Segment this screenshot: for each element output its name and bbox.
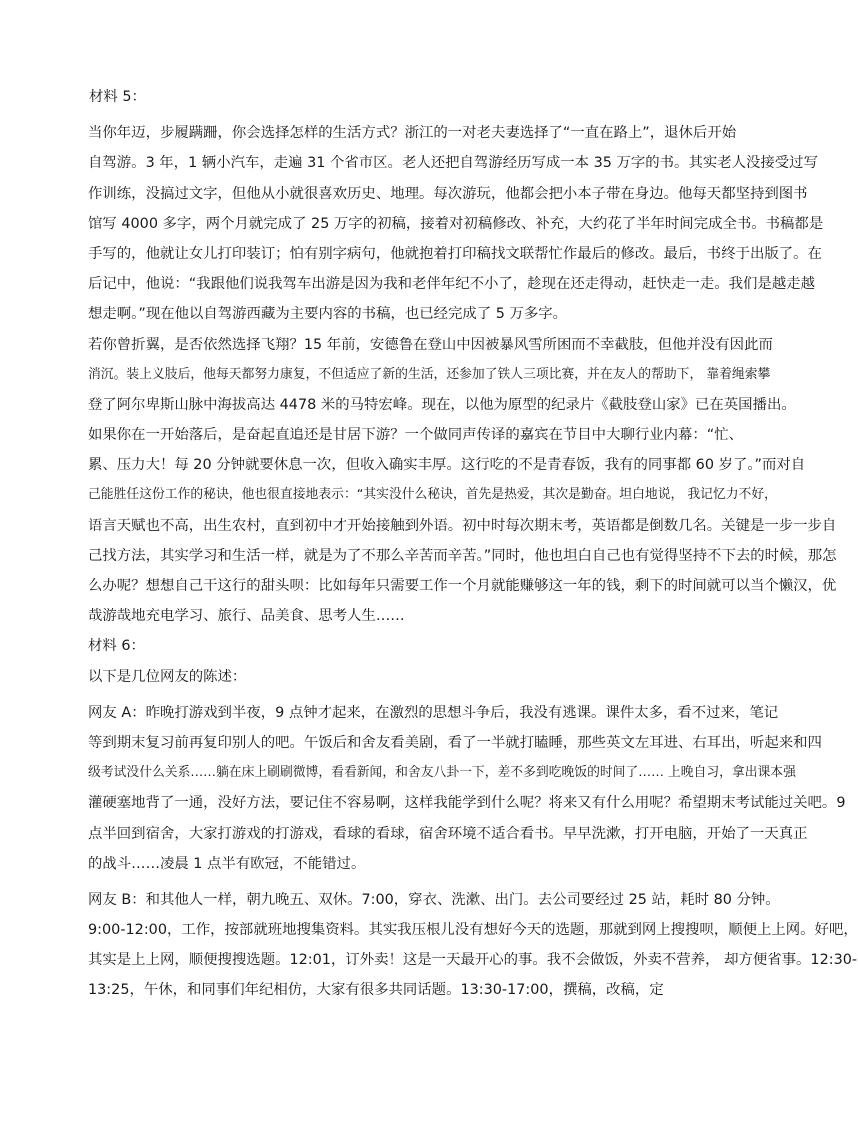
user-a-line: 等到期末复习前再复印别人的吧。午饭后和舍友看美剧，看了一半就打瞌睡，那些英文左耳进、右耳出，听起来和四 xyxy=(88,734,822,751)
material5-para3-line: 么办呢？想想自己干这行的甜头呗：比如每年只需要工作一个月就能赚够这一年的钱，剩下的时间就可以当个懒汉，优 xyxy=(88,578,837,594)
user-a-line: 级考试没什么关系……躺在床上刷刷微博，看看新闻，和舍友八卦一下，差不多到吃晚饭的时间了…… 上晚自习，拿出课本强 xyxy=(88,765,796,781)
material5-para3-line: 语言天赋也不高，出生农村，直到初中才开始接触到外语。初中时每次期末考，英语都是倒数几名。关键是一步一步自 xyxy=(88,517,837,534)
material5-para2-line: 若你曾折翼，是否依然选择飞翔？15 年前，安德鲁在登山中因被暴风雪所困而不幸截肢，但他并没有因此而 xyxy=(88,336,773,353)
material5-para3-line: 哉游哉地充电学习、旅行、品美食、思考人生…… xyxy=(88,608,405,625)
user-b-line: 13:25，午休，和同事们年纪相仿，大家有很多共同话题。13:30-17:00，撰稿，改稿，定 xyxy=(88,982,664,999)
material5-para1-line: 自驾游。3 年，1 辆小汽车，走遍 31 个省市区。老人还把自驾游经历写成一本 35 万字的书。其实老人没接受过写 xyxy=(88,155,818,172)
material5-para2-line: 消沉。装上义肢后，他每天都努力康复，不但适应了新的生活，还参加了铁人三项比赛，并在友人的帮助下， 靠着绳索攀 xyxy=(88,366,771,382)
user-b-line: 9:00-12:00，工作，按部就班地搜集资料。其实我压根儿没有想好今天的选题，那就到网上搜搜呗，顺便上上网。好吧， xyxy=(88,922,858,939)
material5-para1-line: 当你年迈，步履蹒跚，你会选择怎样的生活方式？浙江的一对老夫妻选择了“一直在路上”，退休后开始 xyxy=(88,125,737,142)
material5-para3-line: 如果你在一开始落后，是奋起直追还是甘居下游？一个做同声传译的嘉宾在节目中大聊行业内幕：“忙、 xyxy=(88,427,744,444)
material5-para1-line: 馆写 4000 多字，两个月就完成了 25 万字的初稿，接着对初稿修改、补充，大约花了半年时间完成全书。书稿都是 xyxy=(88,215,824,232)
material5-heading: 材料 5： xyxy=(89,89,146,105)
material5-para1-line: 后记中，他说：“我跟他们说我驾车出游是因为我和老伴年纪不小了，趁现在还走得动，赶快走一走。我们是越走越 xyxy=(88,276,815,293)
material5-para3-line: 己找方法，其实学习和生活一样，就是为了不那么辛苦而辛苦。”同时，他也坦白自己也有觉得坚持不下去的时候，那怎 xyxy=(88,547,837,564)
material5-para1-line: 想走啊。”现在他以自驾游西藏为主要内容的书稿，也已经完成了 5 万多字。 xyxy=(88,306,568,323)
material5-para3-line: 累、压力大！每 20 分钟就要休息一次，但收入确实丰厚。这行吃的不是青春饭，我有的同事都 60 岁了。”而对自 xyxy=(88,457,806,474)
material5-para2-line: 登了阿尔卑斯山脉中海拔高达 4478 米的马特宏峰。现在，以他为原型的纪录片《截肢登山家》已在英国播出。 xyxy=(88,396,796,413)
user-a-line: 的战斗……凌晨 1 点半有欧冠，不能错过。 xyxy=(88,855,366,872)
user-a-line: 网友 A：昨晚打游戏到半夜，9 点钟才起来，在激烈的思想斗争后，我没有逃课。课件太多，看不过来，笔记 xyxy=(88,704,779,721)
document-body xyxy=(88,82,858,1006)
material5-para3-line: 己能胜任这份工作的秘诀，他也很直接地表示：“其实没什么秘诀，首先是热爱，其次是勤奋。坦白地说， 我记忆力不好， xyxy=(88,487,777,503)
user-a-line: 灌硬塞地背了一通，没好方法，要记住不容易啊，这样我能学到什么呢？将来又有什么用呢？希望期末考试能过关吧。9 xyxy=(88,795,846,812)
material5-para1-line: 手写的，他就让女儿打印装订；怕有别字病句，他就抱着打印稿找文联帮忙作最后的修改。最后，书终于出版了。在 xyxy=(88,245,822,262)
material5-para1-line: 作训练，没搞过文字，但他从小就很喜欢历史、地理。每次游玩，他都会把小本子带在身边。他每天都坚持到图书 xyxy=(88,185,808,202)
user-b-line: 网友 B：和其他人一样，朝九晚五、双休。7:00，穿衣、洗漱、出门。去公司要经过 25 站，耗时 80 分钟。 xyxy=(88,891,780,908)
material6-heading: 材料 6： xyxy=(88,638,145,655)
user-b-line: 其实是上上网，顺便搜搜选题。12:01，订外卖！这是一天最开心的事。我不会做饭，外卖不营养， 却方便省事。12:30- xyxy=(88,952,858,969)
user-a-line: 点半回到宿舍，大家打游戏的打游戏，看球的看球，宿舍环境不适合看书。早早洗漱，打开电脑，开始了一天真正 xyxy=(88,825,808,842)
material6-intro: 以下是几位网友的陈述： xyxy=(88,668,247,685)
